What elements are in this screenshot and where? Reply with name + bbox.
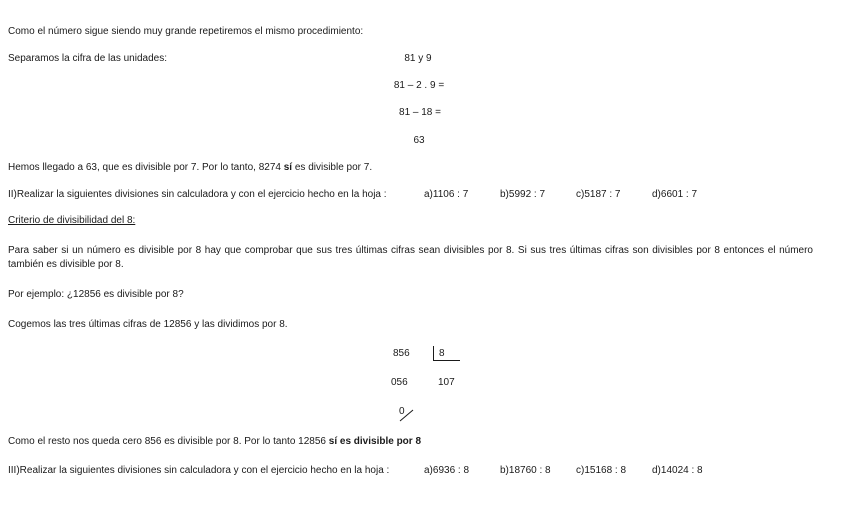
division-remainder: 0 xyxy=(399,406,405,417)
division-divisor: 8 xyxy=(439,348,445,359)
conclusion-seven: Hemos llegado a 63, que es divisible por 7. Por lo tanto, 8274 sí es divisible por 7. xyxy=(8,162,373,173)
exercise-two-item-a: a)1106 : 7 xyxy=(424,189,469,200)
exercise-three-prompt: III)Realizar la siguientes divisiones sin calculadora y con el ejercicio hecho en la hoja : xyxy=(8,465,390,476)
division-dividend: 856 xyxy=(393,348,410,359)
division-quotient: 107 xyxy=(438,377,455,388)
criterion-rule: Para saber si un número es divisible por 8 hay que comprobar que sus tres últimas cifras sean divisibles por 8. Si sus tres últimas cifras son divisibles por 8 entonces el número también es divisible por 8. xyxy=(8,245,813,270)
division-partial: 056 xyxy=(391,377,408,388)
conclusion-eight: Como el resto nos queda cero 856 es divisible por 8. Por lo tanto 12856 sí es divisible por 8 xyxy=(8,436,422,447)
exercise-three-item-a: a)6936 : 8 xyxy=(424,465,470,476)
division-bracket-vertical xyxy=(433,346,434,361)
example-question: Por ejemplo: ¿12856 es divisible por 8? xyxy=(8,289,184,300)
step-two: 81 – 18 = xyxy=(399,107,441,118)
criterion-heading: Criterio de divisibilidad del 8: xyxy=(8,215,136,226)
exercise-two-prompt: II)Realizar la siguientes divisiones sin calculadora y con el ejercicio hecho en la hoja : xyxy=(8,189,387,200)
example-instruction: Cogemos las tres últimas cifras de 12856 y las dividimos por 8. xyxy=(8,319,288,330)
division-bracket-horizontal xyxy=(433,360,460,361)
separate-label: Separamos la cifra de las unidades: xyxy=(8,53,167,64)
step-result: 63 xyxy=(413,135,425,146)
exercise-three-item-d: d)14024 : 8 xyxy=(652,465,703,476)
exercise-three-item-b: b)18760 : 8 xyxy=(500,465,551,476)
exercise-two-item-d: d)6601 : 7 xyxy=(652,189,698,200)
step-one: 81 – 2 . 9 = xyxy=(393,80,445,91)
exercise-two-item-c: c)5187 : 7 xyxy=(576,189,621,200)
remainder-slash-mark xyxy=(398,405,416,423)
exercise-two-item-b: b)5992 : 7 xyxy=(500,189,546,200)
intro-text: Como el número sigue siendo muy grande repetiremos el mismo procedimiento: xyxy=(8,26,364,37)
split-value: 81 y 9 xyxy=(404,53,432,64)
exercise-three-item-c: c)15168 : 8 xyxy=(576,465,627,476)
